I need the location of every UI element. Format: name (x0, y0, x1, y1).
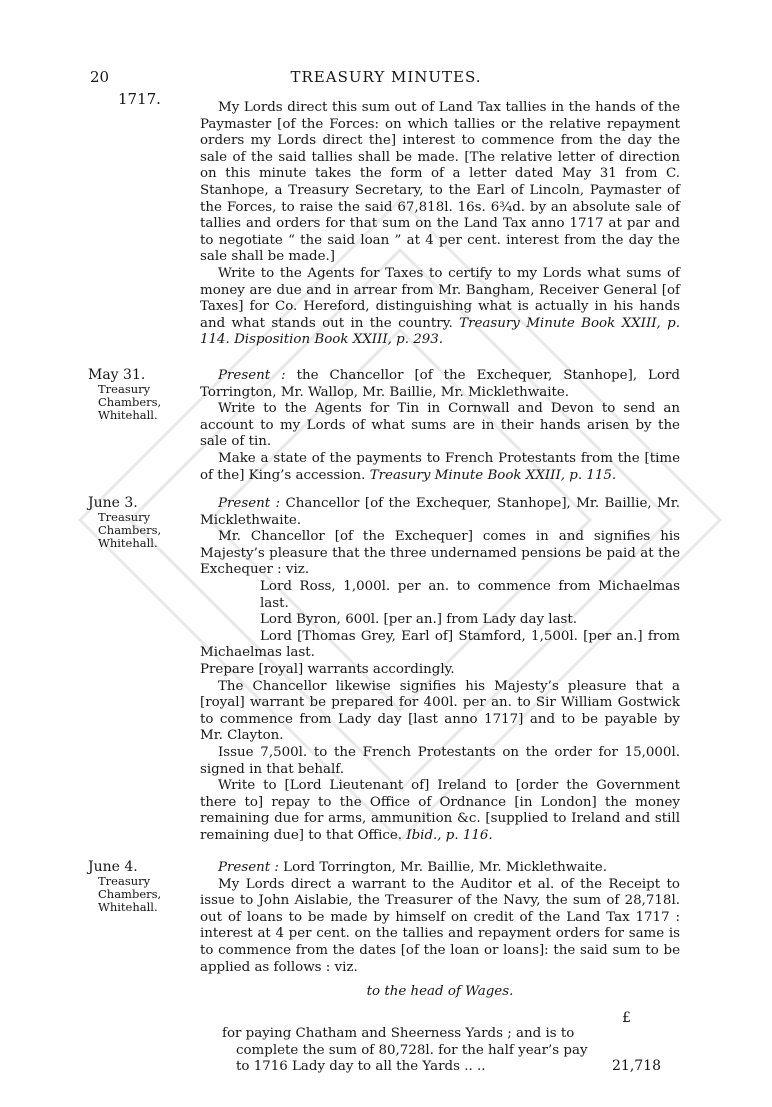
item-text: for paying Chatham and Sheerness Yards ; and is to complete the sum of 80,728l. for the half year’s pay to 1716 Lady day to all the Yards .. .. (222, 1026, 588, 1075)
present-label: Present : (218, 368, 286, 383)
pension-line: Lord Ross, 1,000l. per an. to commence from Michaelmas last. (260, 578, 680, 611)
present-label: Present : (218, 860, 279, 875)
entry-date: June 4. (88, 859, 138, 875)
present-names: the Chancellor [of the Exchequer, Stanhope], Lord Torrington, Mr. Wallop, Mr. Baillie, Mr. Micklethwaite. (200, 368, 680, 400)
section-heading (200, 984, 680, 1001)
source-reference: Treasury Minute Book XXIII, p. 115. (369, 467, 617, 483)
paragraph: My Lords direct a warrant to the Auditor et al. of the Receipt to issue to John Aislabie, the Treasurer of the Navy, the sum of 28,718l. out of loans to be made by himself on credit of the Land Tax 1717 : interest at 4 per cent. on the tallies and repayment orders for same is to commence from the dates [of the loan or loans]: the said sum to be applied as follows : viz. (200, 876, 680, 975)
present-line (200, 368, 680, 401)
entry-june3 (200, 496, 680, 844)
paragraph: My Lords direct this sum out of Land Tax tallies in the hands of the Paymaster [of the Forces: on which tallies or the relative repayment orders my Lords direct the] interest to commence from the day the sale of the said tallies shall be made. [The relative letter of direction on this minute takes the form of a letter dated May 31 from C. Stanhope, a Treasury Secretary, to the Earl of Lincoln, Paymaster of the Forces, to raise the said 67,818l. 16s. 6¾d. by an absolute sale of tallies and orders for that sum on the Land Tax anno 1717 at par and to negotiate “ the said loan ” at 4 per cent. interest from the day the sale shall be made.] (200, 100, 680, 265)
paragraph-text: Write to the Agents for Taxes to certify to my Lords what sums of money are due and in arrear from Mr. Bangham, Receiver General [of Taxes] for Co. Hereford, distinguishing what is actually in his hands and what stands out in the country. (200, 265, 680, 331)
item-amount: 21,718 (612, 1058, 661, 1074)
paragraph: Write to the Agents for Tin in Cornwall and Devon to send an account to my Lords of what sums are in their hands arisen by the sale of tin. (200, 401, 680, 450)
present-label: Present : (218, 496, 281, 511)
currency-symbol: £ (622, 1010, 631, 1026)
paragraph-text: Write to [Lord Lieutenant of] Ireland to [order the Government there to] repay to the Office of Ordnance [in London] the money remaining due for arms, ammunition &c. [supplied to Ireland and still remaining due] to that Office. (200, 778, 680, 843)
entry-date: May 31. (88, 367, 146, 383)
present-names: Chancellor [of the Exchequer, Stanhope], Mr. Baillie, Mr. Micklethwaite. (200, 496, 680, 528)
present-line (200, 860, 680, 877)
paragraph-text: Make a state of the payments to French Protestants from the [time of the] King’s accession. (200, 450, 680, 483)
source-reference: Treasury Minute Book XXIII, p. 114. Disposition Book XXIII, p. 293. (200, 315, 681, 348)
section-heading-text: to the head of Wages. (366, 984, 514, 1000)
entry-place: Treasury Chambers, Whitehall. (98, 382, 162, 422)
entry-may31 (200, 368, 680, 484)
paragraph (200, 778, 680, 844)
entry-place: Treasury Chambers, Whitehall. (98, 510, 162, 550)
entry-margin-june4 (88, 860, 168, 914)
running-title: TREASURY MINUTES. (290, 68, 482, 86)
present-line (200, 496, 680, 529)
paragraph: Prepare [royal] warrants accordingly. (200, 661, 455, 677)
paragraph (200, 266, 680, 349)
paragraph: Issue 7,500l. to the French Protestants on the order for 15,000l. signed in that behalf. (200, 744, 680, 777)
entry-date: June 3. (88, 495, 138, 511)
entry-margin-may31 (88, 368, 168, 422)
entry-place: Treasury Chambers, Whitehall. (98, 874, 162, 914)
source-reference: Ibid., p. 116. (406, 827, 493, 843)
page-number: 20 (90, 68, 110, 86)
pension-line: Lord [Thomas Grey, Earl of] Stamford, 1,500l. [per an.] from Michaelmas last. (200, 628, 680, 661)
entry-margin-june3 (88, 496, 168, 550)
paragraph (200, 451, 680, 484)
margin-year: 1717. (118, 90, 161, 108)
paragraph: The Chancellor likewise signifies his Majesty’s pleasure that a [royal] warrant be prepared for 400l. per an. to Sir William Gostwick to commence from Lady day [last anno 1717] and to be payable by Mr. Clayton. (200, 678, 680, 744)
wage-item (222, 1026, 602, 1076)
entry-june4 (200, 860, 680, 1001)
pension-line: Lord Byron, 600l. [per an.] from Lady day last. (260, 612, 578, 628)
present-names: Lord Torrington, Mr. Baillie, Mr. Micklethwaite. (283, 860, 607, 875)
paragraph: Mr. Chancellor [of the Exchequer] comes in and signifies his Majesty’s pleasure that the three undernamed pensions be paid at the Exchequer : viz. (200, 529, 680, 578)
entry-continuation (200, 100, 680, 349)
